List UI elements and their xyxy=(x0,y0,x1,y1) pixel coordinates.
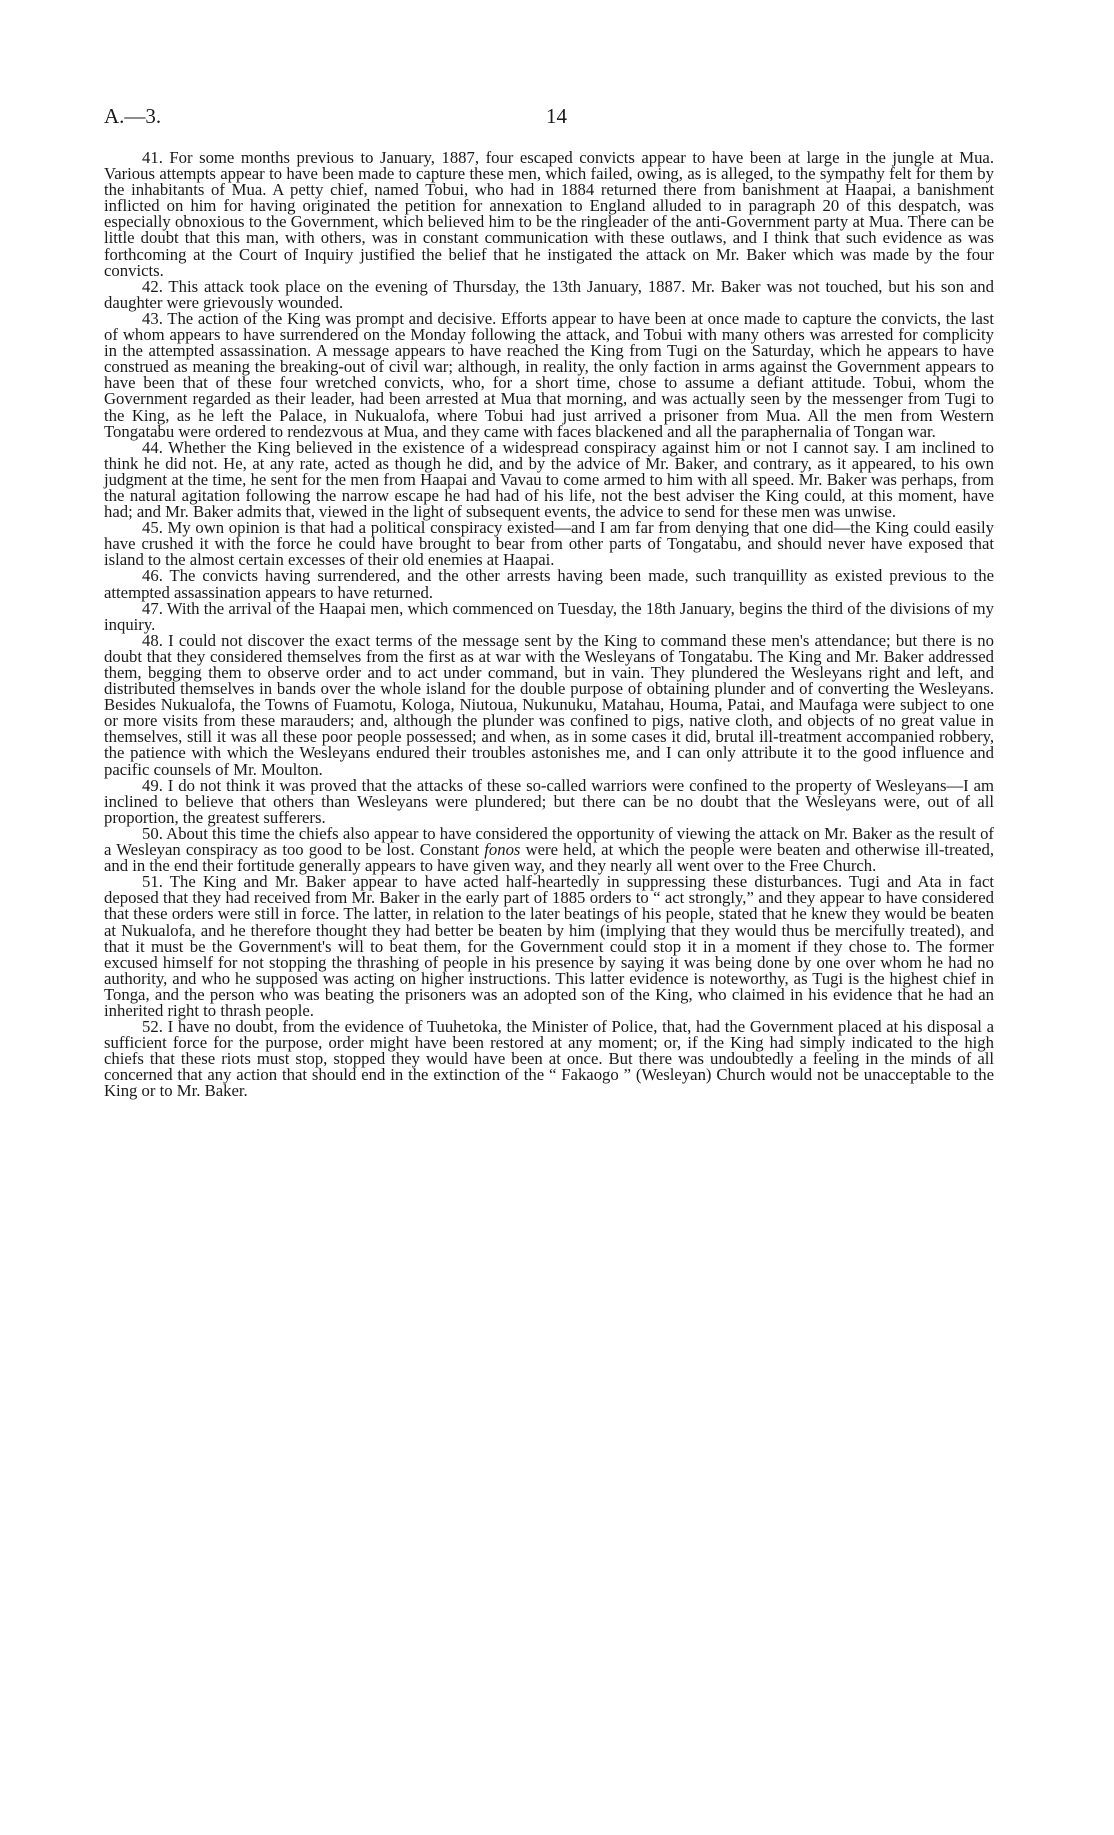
paragraph-47: 47. With the arrival of the Haapai men, which commenced on Tuesday, the 18th January, begins the third of the divisions of my inquiry. xyxy=(104,598,994,634)
paragraph-51: 51. The King and Mr. Baker appear to have acted half-heartedly in suppressing these disturbances. Tugi and Ata in fact deposed that they had received from Mr. Baker in the early part of 1885 orders to “ act strongly,” and they appear to have considered that these orders were still in force. The latter, in relation to the later beatings of his people, stated that he knew they would be beaten at Nukualofa, and he therefore thought they had better be beaten by him (implying that they would thus be mercifully treated), and that it must be the Government's will to beat them, for the Government could stop it in a moment if they chose to. The former excused himself for not stopping the thrashing of people in his presence by saying it was being done by one over whom he had no authority, and who he supposed was acting on higher instructions. This latter evidence is noteworthy, as Tugi is the highest chief in Tonga, and the person who was beating the prisoners was an adopted son of the King, who claimed in his evidence that he had an inherited right to thrash people. xyxy=(104,872,994,1020)
paragraph-48: 48. I could not discover the exact terms of the message sent by the King to command these men's attendance; but there is no doubt that they considered themselves from the first as at war with the Wesleyans of Tongatabu. The King and Mr. Baker addressed them, begging them to observe order and to act under command, but in vain. They plundered the Wesleyans right and left, and distributed themselves in bands over the whole island for the double purpose of obtaining plunder and of converting the Wesleyans. Besides Nukualofa, the Towns of Fuamotu, Kologa, Niutoua, Nukunuku, Matahau, Houma, Patai, and Maufaga were subject to one or more visits from these marauders; and, although the plunder was confined to pigs, native cloth, and objects of no great value in themselves, still it was all these poor people possessed; and when, as in some cases it did, brutal ill-treatment accompanied robbery, the patience with which the Wesleyans endured their troubles astonishes me, and I can only attribute it to the good influence and pacific counsels of Mr. Moulton. xyxy=(104,630,994,779)
running-head xyxy=(104,104,994,134)
paragraph-49: 49. I do not think it was proved that the attacks of these so-called warriors were confined to the property of Wesleyans—I am inclined to believe that others than Wesleyans were plundered; but there can be no doubt that the Wesleyans were, out of all proportion, the greatest sufferers. xyxy=(104,775,994,827)
page-number: 14 xyxy=(546,104,567,128)
paragraph-50-italic-term: fonos xyxy=(484,840,521,860)
paragraph-52: 52. I have no doubt, from the evidence of Tuuhetoka, the Minister of Police, that, had the Government placed at his disposal a sufficient force for the purpose, order might have been restored at any moment; or, if the King had simply indicated to the high chiefs that these riots must stop, stopped they would have been at once. But there was undoubtedly a feeling in the minds of all concerned that any action that should end in the extinction of the “ Fakaogo ” (Wesleyan) Church would not be unacceptable to the King or to Mr. Baker. xyxy=(104,1017,994,1101)
paragraph-45: 45. My own opinion is that had a political conspiracy existed—and I am far from denying that one did—the King could easily have crushed it with the force he could have brought to bear from other parts of Tongatabu, and should never have exposed that island to the almost certain excesses of their old enemies at Haapai. xyxy=(104,518,994,570)
body-text xyxy=(104,150,994,1100)
paragraph-44: 44. Whether the King believed in the existence of a widespread conspiracy against him or not I cannot say. I am inclined to think he did not. He, at any rate, acted as though he did, and by the advice of Mr. Baker, and contrary, as it appeared, to his own judgment at the time, he sent for the men from Haapai and Vavau to come armed to him with all speed. Mr. Baker was perhaps, from the natural agitation following the narrow escape he had had of his life, not the best adviser the King could, at this moment, have had; and Mr. Baker admits that, viewed in the light of subsequent events, the advice to send for these men was unwise. xyxy=(104,437,994,522)
paragraph-50-start: 50. About this time the chiefs also appear to have considered the opportunity of viewing the attack on Mr. Baker as the result of a Wesleyan conspiracy as too good to be lost. Constant xyxy=(104,823,994,860)
paragraph-41: 41. For some months previous to January, 1887, four escaped convicts appear to have been at large in the jungle at Mua. Various attempts appear to have been made to capture these men, which failed, owing, as is alleged, to the sympathy felt for them by the inhabitants of Mua. A petty chief, named Tobui, who had in 1884 returned there from banishment at Haapai, a banishment inflicted on him for having originated the petition for annexation to England alluded to in paragraph 20 of this despatch, was especially obnoxious to the Government, which believed him to be the ringleader of the anti-Government party at Mua. There can be little doubt that this man, with others, was in constant communication with these outlaws, and I think that such evidence as was forthcoming at the Court of Inquiry justified the belief that he instigated the attack on Mr. Baker which was made by the four convicts. xyxy=(104,148,994,280)
paragraph-50 xyxy=(104,823,995,876)
paragraph-46: 46. The convicts having surrendered, and the other arrests having been made, such tranquillity as existed previous to the attempted assassination appears to have returned. xyxy=(104,566,994,602)
paragraph-43: 43. The action of the King was prompt and decisive. Efforts appear to have been at once made to capture the convicts, the last of whom appears to have surrendered on the Monday following the attack, and Tobui with many others was arrested for complicity in the attempted assassination. A message appears to have reached the King from Tugi on the Saturday, which he appears to have construed as meaning the breaking-out of civil war; although, in reality, the only faction in arms against the Government appears to have been that of these four wretched convicts, who, for a short time, chose to assume a defiant attitude. Tobui, whom the Government regarded as their leader, had been arrested at Mua that morning, and was actually seen by the messenger from Tugi to the King, as he left the Palace, in Nukualofa, where Tobui had just arrived a prisoner from Mua. All the men from Western Tongatabu were ordered to rendezvous at Mua, and they came with faces blackened and all the paraphernalia of Tongan war. xyxy=(104,308,994,441)
document-reference: A.—3. xyxy=(104,104,162,128)
paragraph-50-end: were held, at which the people were beaten and otherwise ill-treated, and in the end their fortitude generally appears to have given way, and they nearly all went over to the Free Church. xyxy=(104,840,995,876)
paragraph-42: 42. This attack took place on the evening of Thursday, the 13th January, 1887. Mr. Baker was not touched, but his son and daughter were grievously wounded. xyxy=(104,276,994,312)
